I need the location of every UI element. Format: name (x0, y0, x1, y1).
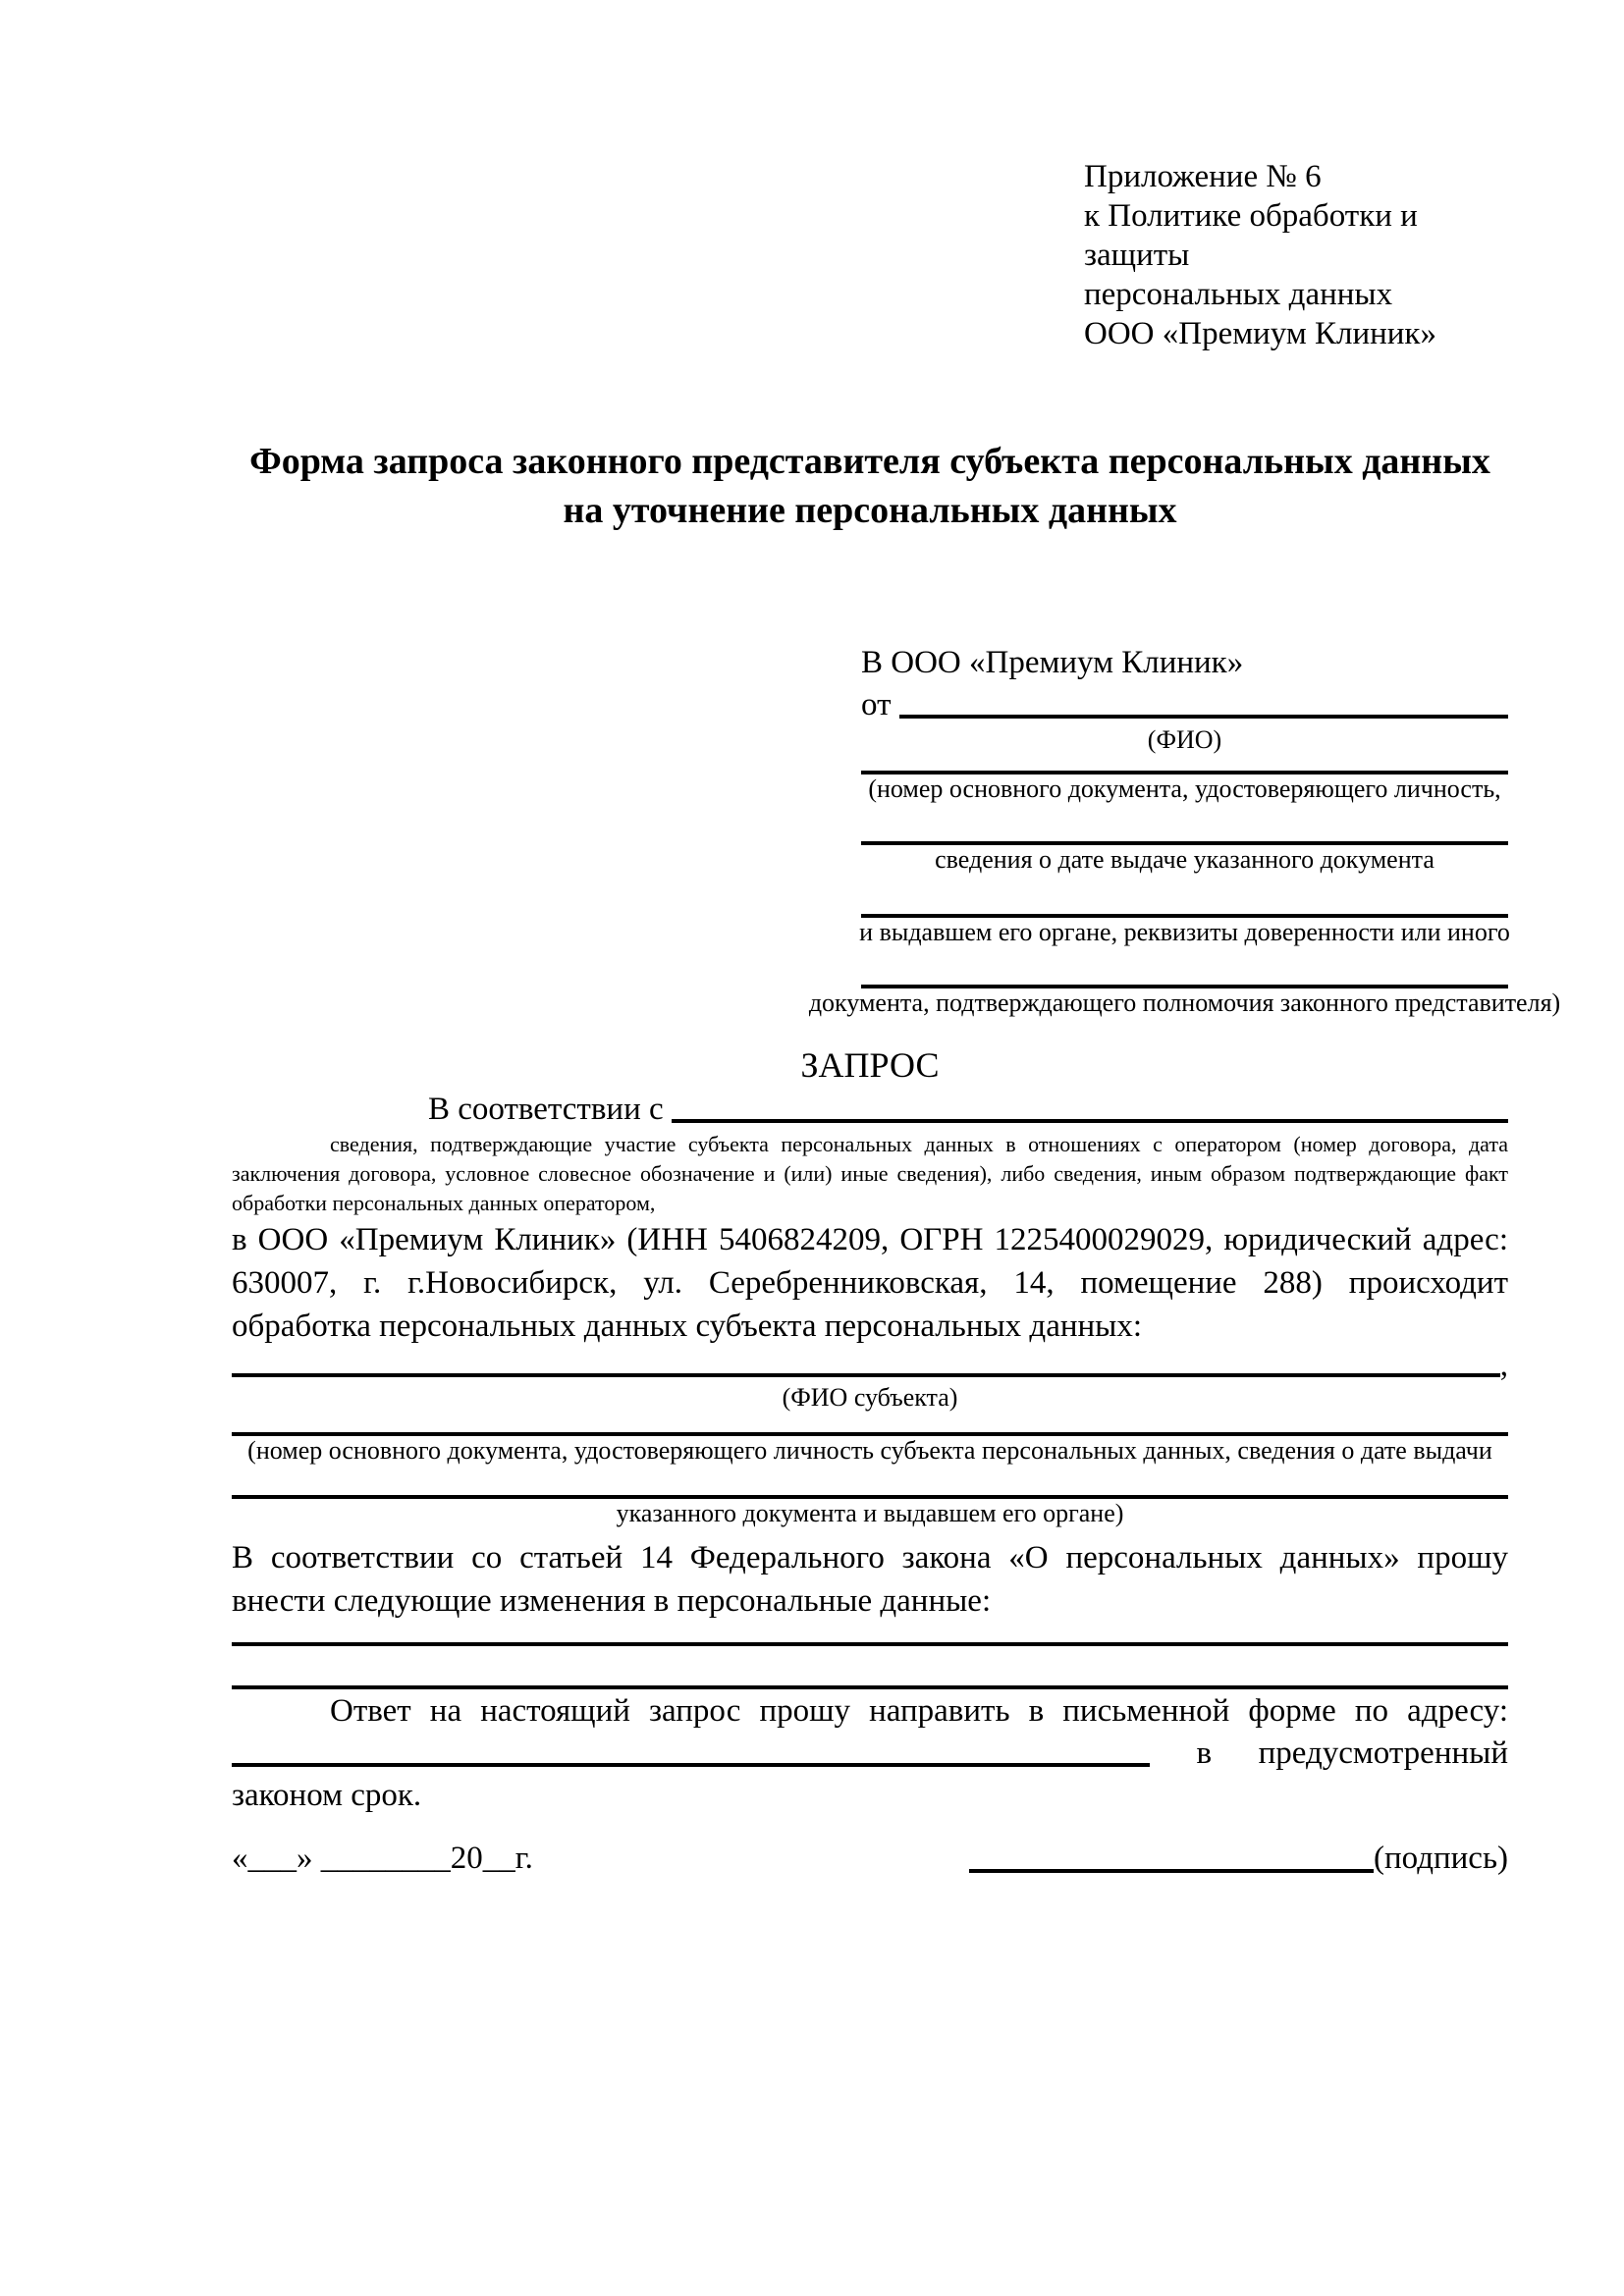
from-label: от (861, 687, 892, 722)
doc-issue-date-caption: сведения о дате выдаче указанного документа (935, 845, 1435, 874)
authority-doc-input-line[interactable] (861, 947, 1508, 988)
signature-block (969, 1837, 1508, 1880)
operator-line-1: в ООО «Премиум Клиник» (ИНН 5406824209, ОГРН 1225400029029, юридический адрес: (232, 1222, 1508, 1257)
subject-doc-caption-1: (номер основного документа, удостоверяющего личность субъекта персональных данных, сведения о дате выдачи (247, 1436, 1492, 1465)
footnote-line-3: обработки персональных данных оператором, (232, 1191, 656, 1215)
basis-label: В соответствии с (428, 1092, 664, 1127)
signature-caption: (подпись) (1374, 1841, 1508, 1876)
subject-fio-row (232, 1348, 1508, 1383)
footnote-line-1: сведения, подтверждающие участие субъекта персональных данных в отношениях с оператором (номер договора, дата (330, 1132, 1508, 1156)
representative-fio-input-line[interactable] (899, 684, 1509, 719)
response-last-word: предусмотренный (1258, 1735, 1508, 1771)
response-address-row (232, 1733, 1508, 1774)
basis-row (232, 1089, 1508, 1130)
appendix-line-1: Приложение № 6 (1084, 159, 1322, 194)
authority-doc-caption: документа, подтверждающего полномочия законного представителя) (808, 988, 1561, 1017)
operator-line-2: 630007, г. г.Новосибирск, ул. Серебренниковская, 14, помещение 288) происходит (232, 1265, 1508, 1301)
signature-input-line[interactable] (969, 1837, 1374, 1873)
operator-line-3: обработка персональных данных субъекта персональных данных: (232, 1308, 1142, 1344)
document-title (232, 437, 1508, 535)
response-tail-line: законом срок. (232, 1778, 422, 1813)
address-input-line[interactable] (232, 1733, 1150, 1767)
doc-number-caption: (номер основного документа, удостоверяющего личность, (868, 774, 1501, 803)
footnote-line-2: заключения договора, условное словесное обозначение и (или) иные сведения), либо сведения, иным образом подтверждающие факт (232, 1161, 1508, 1186)
response-tail (232, 1774, 1508, 1817)
appendix-line-4: ООО «Премиум Клиник» (1084, 316, 1436, 351)
subject-doc-number-input-line[interactable] (232, 1413, 1508, 1436)
article-paragraph (232, 1536, 1508, 1623)
appendix-block (1084, 157, 1508, 353)
article-line-1: В соответствии со статьей 14 Федерального закона «О персональных данных» прошу (232, 1540, 1508, 1575)
doc-issuer-caption: и выдавшем его органе, реквизиты доверенности или иного (859, 918, 1510, 946)
date-field[interactable]: «___» ________20__г. (232, 1841, 533, 1876)
operator-paragraph (232, 1218, 1508, 1348)
response-line-1: Ответ на настоящий запрос прошу направить в письменной форме по адресу: (330, 1693, 1508, 1729)
title-line-1: Форма запроса законного представителя субъекта персональных данных (249, 441, 1490, 482)
doc-issuer-input-line[interactable] (861, 875, 1508, 918)
response-in-word: в (1196, 1735, 1213, 1771)
response-paragraph (232, 1689, 1508, 1733)
addressee-to: В ООО «Премиум Клиник» (861, 645, 1244, 680)
subject-fio-input-line[interactable] (232, 1348, 1500, 1377)
basis-footnote (232, 1130, 1508, 1218)
changes-input-line-2[interactable] (232, 1646, 1508, 1689)
appendix-line-3: персональных данных (1084, 277, 1393, 312)
fio-caption: (ФИО) (1147, 725, 1222, 754)
subject-fio-caption: (ФИО субъекта) (782, 1383, 958, 1412)
article-line-2: внести следующие изменения в персональные данные: (232, 1583, 992, 1619)
changes-input-line-1[interactable] (232, 1623, 1508, 1646)
subject-doc-caption-2: указанного документа и выдавшем его органе) (616, 1499, 1124, 1527)
request-heading: ЗАПРОС (800, 1045, 940, 1085)
basis-input-line[interactable] (672, 1089, 1508, 1123)
title-line-2: на уточнение персональных данных (563, 490, 1177, 531)
trailing-comma: , (1499, 1348, 1508, 1383)
appendix-line-2: к Политике обработки и защиты (1084, 198, 1418, 273)
subject-doc-issuer-input-line[interactable] (232, 1466, 1508, 1499)
addressee-block (808, 641, 1561, 1018)
doc-issue-date-input-line[interactable] (861, 804, 1508, 845)
signature-footer (232, 1837, 1508, 1880)
representative-doc-number-input-line[interactable] (861, 755, 1508, 774)
